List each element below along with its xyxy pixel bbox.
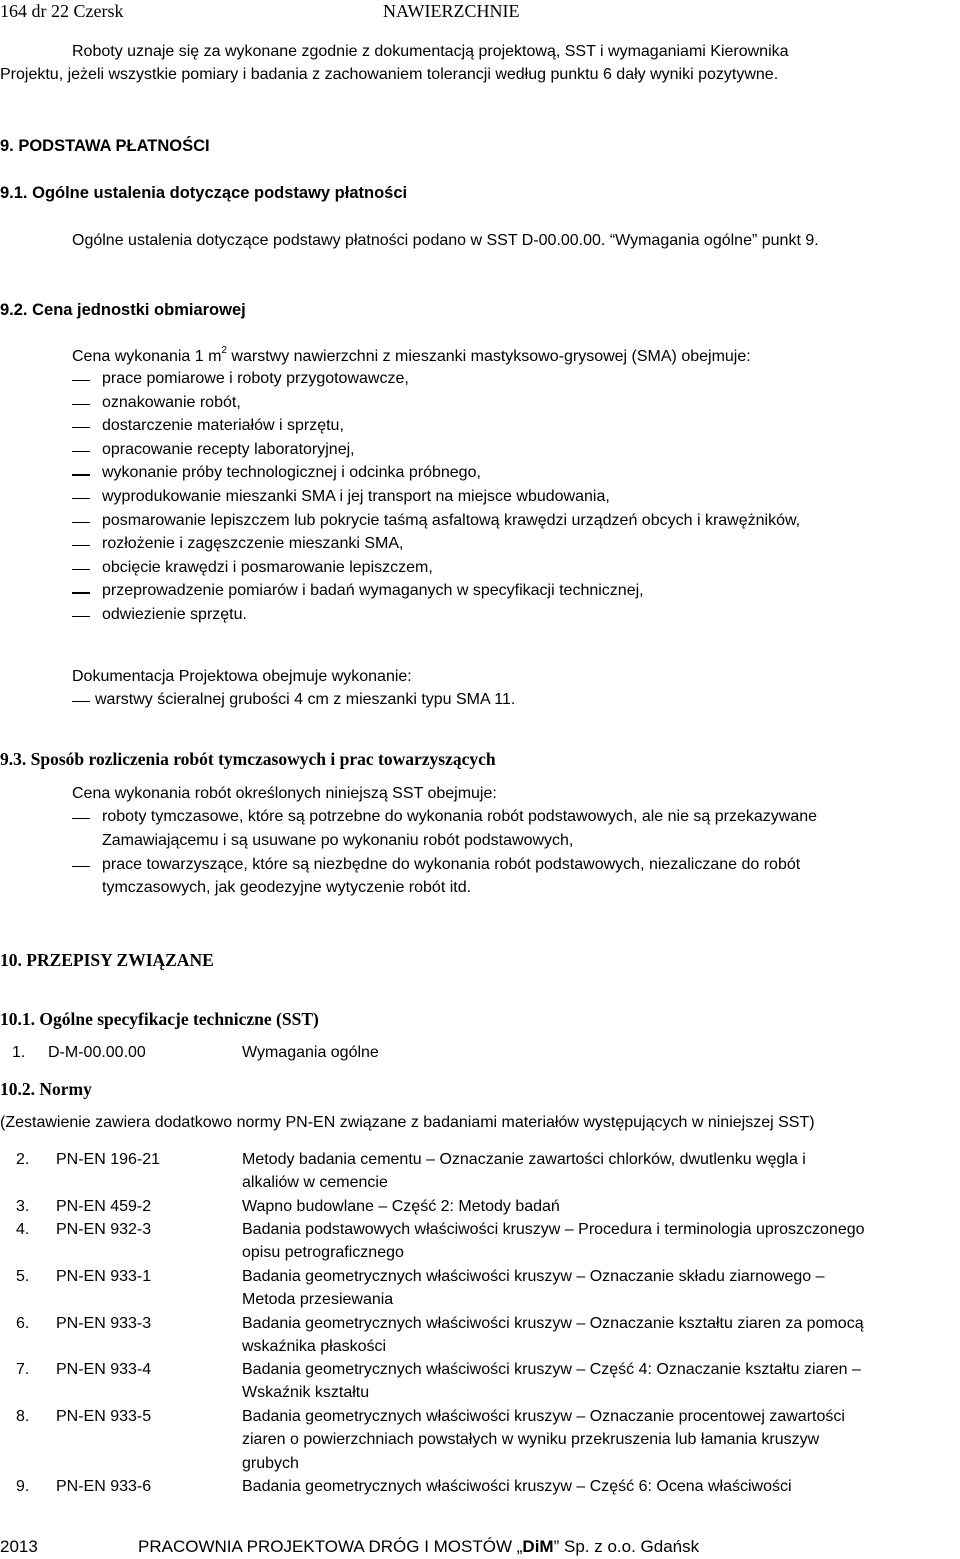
section-9-2-title: 9.2. Cena jednostki obmiarowej [0,301,246,319]
norm-title-line-1: Badania geometrycznych właściwości kruszyw – Oznaczanie kształtu ziaren za pomocą [242,1315,864,1332]
section-9-2-intro: Cena wykonania 1 $m^2$ warstwy nawierzchni z mieszanki mastyksowo-grysowej (SMA) obejmuje: [72,345,751,365]
list-dash [72,474,90,475]
section-9-1-text: Ogólne ustalenia dotyczące podstawy płatności podano w SST D-00.00.00. “Wymagania ogólne” punkt 9. [72,232,819,249]
norm-num: 2. [16,1151,30,1168]
doc-item-dash [72,701,90,702]
norm-title-line-2: ziaren o powierzchniach powstałych w wyniku przekruszenia lub łamania kruszyw [242,1431,820,1449]
intro-line-2: Projektu, jeżeli wszystkie pomiary i badania z zachowaniem tolerancji według punktu 6 dały wyniki pozytywne. [0,66,779,83]
list-item: oznakowanie robót, [102,393,241,411]
norm-num: 3. [16,1198,30,1215]
norm-code: PN-EN 933-1 [56,1268,152,1285]
norm-title-line-2: Wskaźnik kształtu [242,1384,370,1402]
list-item: wyprodukowanie mieszanki SMA i jej transport na miejsce wbudowania, [102,488,610,505]
norm-title-line-1: Metody badania cementu – Oznaczanie zawartości chlorków, dwutlenku węgla i [242,1151,806,1168]
list-dash [72,522,90,523]
list-dash [72,616,90,617]
section-9-title: 9. PODSTAWA PŁATNOŚCI [0,137,210,155]
sst-num: 1. [12,1044,26,1061]
list-dash [72,569,90,570]
norm-code: PN-EN 933-6 [56,1478,152,1495]
norm-num: 8. [16,1408,30,1425]
norm-title-line-3: grubych [242,1454,299,1472]
s93-dash-1 [72,818,90,819]
list-item: wykonanie próby technologicznej i odcinka próbnego, [102,464,481,482]
section-10-title: 10. PRZEPISY ZWIĄZANE [0,950,214,970]
sst-code: D-M-00.00.00 [48,1044,146,1061]
s93-dash-2 [72,866,90,867]
s93-item-1-line-1: roboty tymczasowe, które są potrzebne do wykonania robót podstawowych, ale nie są przekazywane [102,808,818,825]
list-item: dostarczenie materiałów i sprzętu, [102,417,344,435]
doc-intro: Dokumentacja Projektowa obejmuje wykonanie: [72,668,412,685]
norm-num: 5. [16,1268,30,1285]
norm-title-line-2: wskaźnika płaskości [242,1338,387,1356]
norm-title-line-2: alkaliów w cemencie [242,1174,388,1192]
intro-line-1: Roboty uznaje się za wykonane zgodnie z dokumentacją projektową, SST i wymaganiami Kierownika [72,43,789,60]
list-dash [72,592,90,593]
list-item: opracowanie recepty laboratoryjnej, [102,440,355,458]
list-dash [72,498,90,499]
list-item: rozłożenie i zagęszczenie mieszanki SMA, [102,535,404,553]
norm-code: PN-EN 196-21 [56,1151,161,1168]
s93-item-1-line-2: Zamawiającemu i są usuwane po wykonaniu robót podstawowych, [102,832,574,849]
s93-item-2-line-1: prace towarzyszące, które są niezbędne do wykonania robót podstawowych, niezaliczane do robót [102,856,801,873]
norm-title-line-1: Badania podstawowych właściwości kruszyw – Procedura i terminologia uproszczonego [242,1221,865,1238]
footer-year: 2013 [0,1537,38,1556]
norm-code: PN-EN 933-5 [56,1408,152,1425]
norm-num: 4. [16,1221,30,1238]
section-9-1-title: 9.1. Ogólne ustalenia dotyczące podstawy płatności [0,184,408,202]
norm-code: PN-EN 459-2 [56,1198,152,1215]
list-dash [72,404,90,405]
norm-title-line-1: Badania geometrycznych właściwości kruszyw – Część 4: Oznaczanie kształtu ziaren – [242,1361,861,1378]
norm-code: PN-EN 932-3 [56,1221,152,1238]
sst-name: Wymagania ogólne [242,1044,379,1061]
list-dash [72,545,90,546]
norms-note: (Zestawienie zawiera dodatkowo normy PN-EN związane z badaniami materiałów występujących w niniejszej SST) [0,1114,815,1131]
section-10-2-title: 10.2. Normy [0,1079,92,1099]
footer-org: PRACOWNIA PROJEKTOWA DRÓG I MOSTÓW „DiM” Sp. z o.o. Gdańsk [138,1537,700,1556]
list-item: prace pomiarowe i roboty przygotowawcze, [102,370,409,387]
section-9-3-title: 9.3. Sposób rozliczenia robót tymczasowych i prac towarzyszących [0,749,496,769]
list-dash [72,451,90,452]
page-header-title: NAWIERZCHNIE [383,1,520,21]
doc-item: warstwy ścieralnej grubości 4 cm z mieszanki typu SMA 11. [95,691,516,708]
list-dash [72,380,90,381]
norm-title-line-2: opisu petrograficznego [242,1244,404,1262]
norm-num: 6. [16,1315,30,1332]
list-item: obcięcie krawędzi i posmarowanie lepiszczem, [102,558,433,576]
norm-title-line-2: Metoda przesiewania [242,1291,394,1309]
list-item: odwiezienie sprzętu. [102,606,247,623]
page-header-left: 164 dr 22 Czersk [0,1,124,21]
section-10-1-title: 10.1. Ogólne specyfikacje techniczne (SST) [0,1009,319,1029]
norm-title-line-1: Badania geometrycznych właściwości kruszyw – Oznaczanie składu ziarnowego – [242,1268,825,1285]
list-item: przeprowadzenie pomiarów i badań wymaganych w specyfikacji technicznej, [102,582,644,600]
norm-title-line-1: Badania geometrycznych właściwości kruszyw – Część 6: Ocena właściwości [242,1478,792,1495]
norm-title-line-1: Wapno budowlane – Część 2: Metody badań [242,1198,560,1215]
norm-title-line-1: Badania geometrycznych właściwości kruszyw – Oznaczanie procentowej zawartości [242,1408,845,1425]
s93-item-2-line-2: tymczasowych, jak geodezyjne wytyczenie robót itd. [102,879,472,896]
norm-code: PN-EN 933-3 [56,1315,152,1332]
norm-code: PN-EN 933-4 [56,1361,152,1378]
norm-num: 7. [16,1361,30,1378]
norm-num: 9. [16,1478,30,1495]
list-item: posmarowanie lepiszczem lub pokrycie taśmą asfaltową krawędzi urządzeń obcych i krawężników, [102,511,801,529]
list-dash [72,427,90,428]
section-9-3-intro: Cena wykonania robót określonych niniejszą SST obejmuje: [72,785,497,802]
